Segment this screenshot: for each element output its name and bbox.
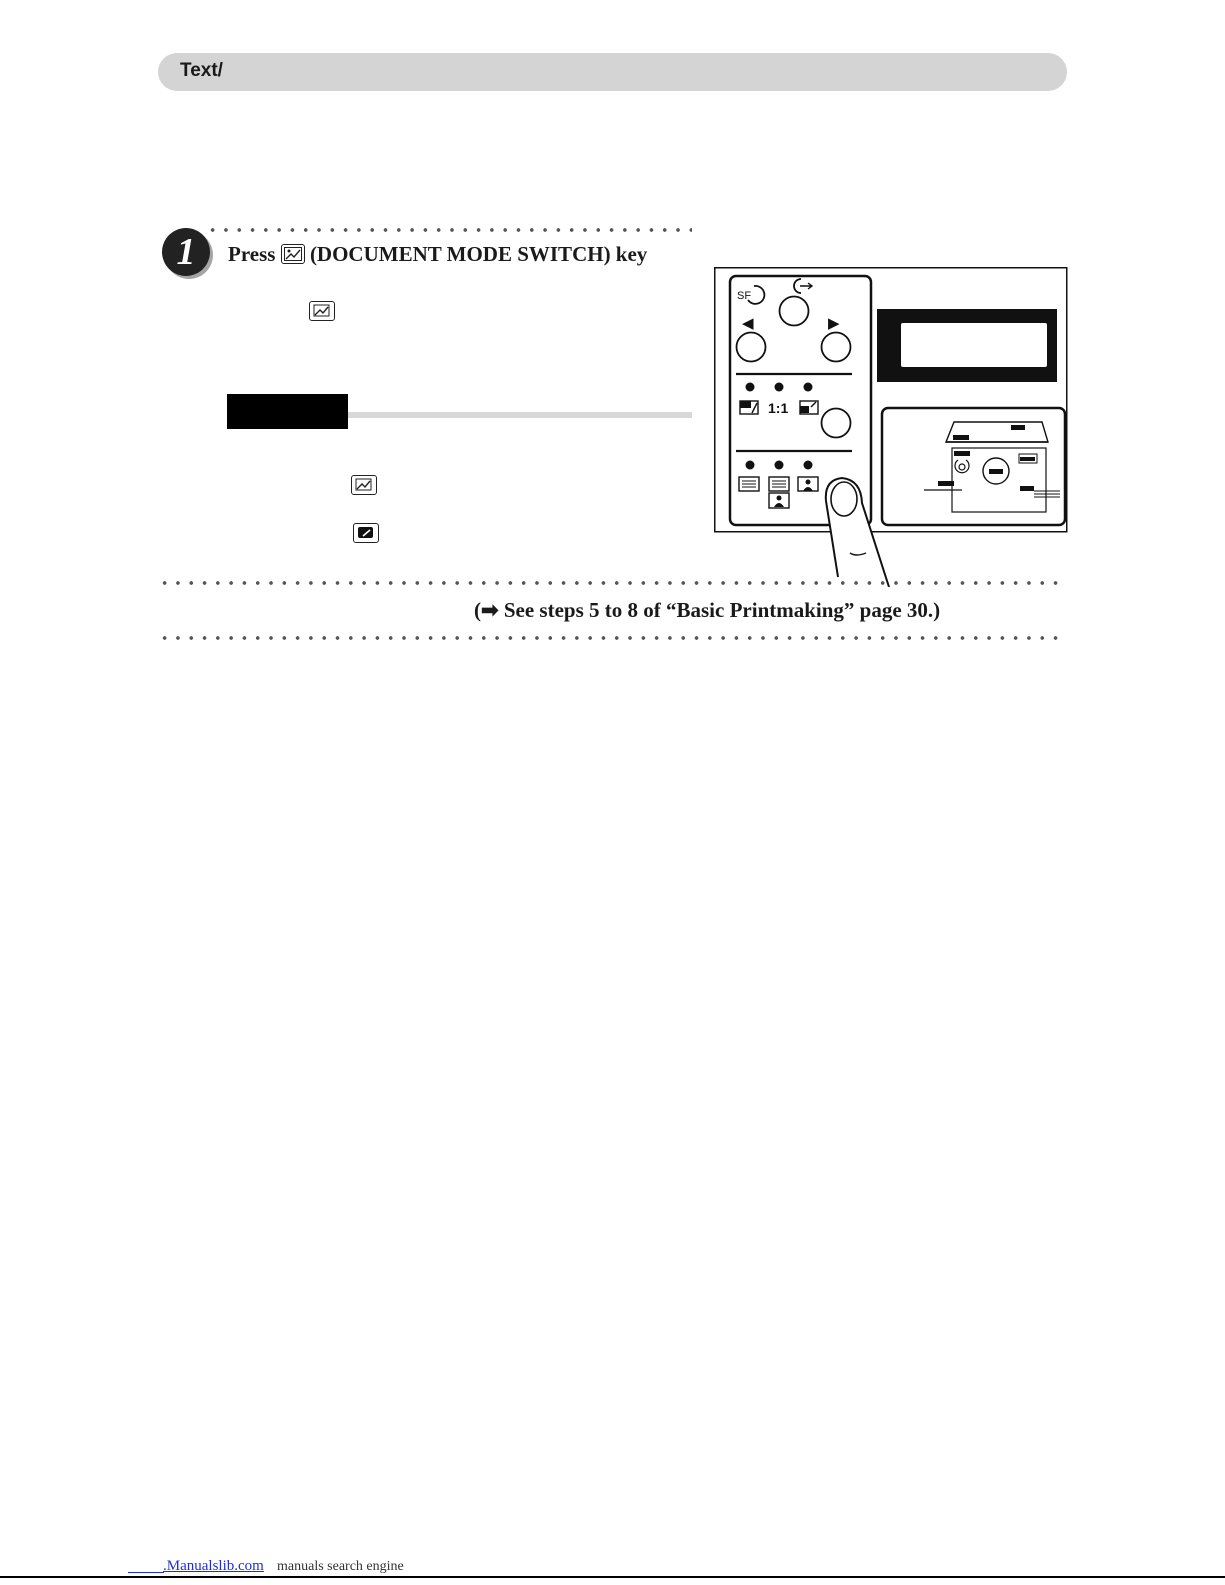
note-label-block	[227, 394, 348, 429]
step-dotted-rule	[206, 228, 692, 232]
step-title-key-name: (DOCUMENT MODE SWITCH) key	[309, 242, 648, 266]
footer-link-underline-lead	[128, 1558, 164, 1573]
right-arrow-label: ▶	[828, 314, 840, 332]
footer-rule	[0, 1576, 1225, 1578]
arrow-right-icon: ➡	[481, 598, 499, 622]
footer-tagline: manuals search engine	[277, 1559, 404, 1574]
reference-dotted-rule-top	[158, 581, 1067, 585]
control-panel-illustration	[714, 267, 1068, 587]
ratio-label: 1:1	[768, 400, 789, 416]
step-number-badge: 1	[162, 228, 210, 276]
section-header-bar	[158, 53, 1067, 91]
document-mode-key-icon-small	[309, 301, 335, 321]
left-arrow-label: ◀	[742, 314, 754, 332]
document-mode-key-icon	[281, 244, 305, 264]
section-title: Text/	[180, 60, 223, 81]
note-divider-line	[348, 412, 692, 418]
step-title	[228, 242, 647, 267]
step-title-prefix: Press	[228, 242, 276, 266]
sf-label: SF	[737, 290, 752, 302]
manualslib-link[interactable]: .Manualslib.com	[163, 1558, 264, 1574]
reference-dotted-rule-bottom	[158, 636, 1067, 640]
pencil-mode-key-icon	[353, 523, 379, 543]
photo-mode-key-icon	[351, 475, 377, 495]
reference-note	[474, 598, 940, 623]
reference-text: See steps 5 to 8 of “Basic Printmaking” page 30.)	[503, 598, 941, 622]
reference-open-paren: (	[474, 598, 481, 622]
